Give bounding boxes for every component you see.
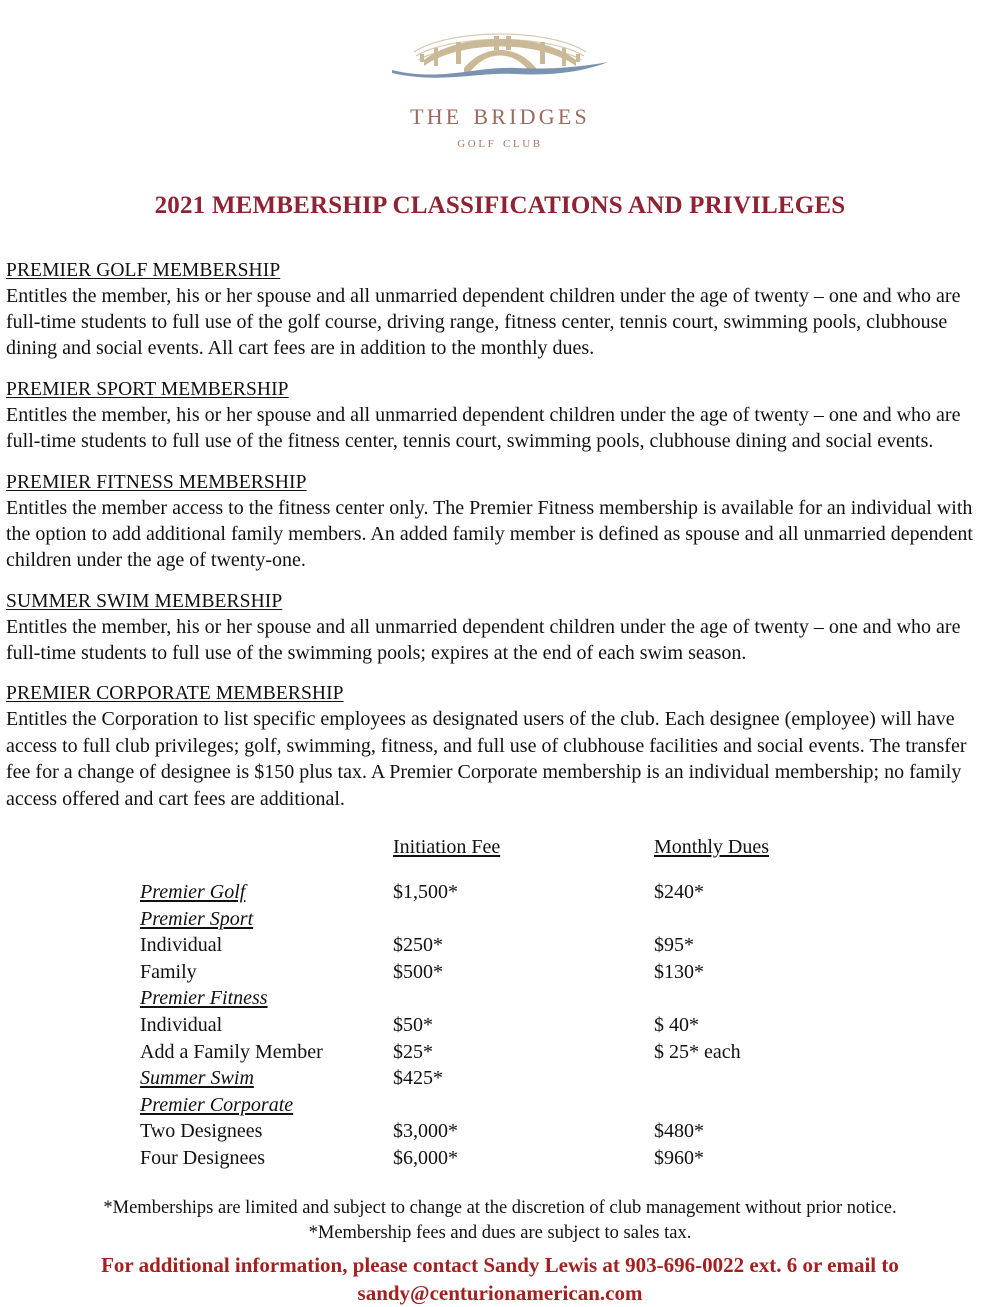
table-row [140, 1012, 860, 1039]
cell-dues: $ 40* [654, 1013, 699, 1036]
cell-initiation: $25* [393, 1040, 433, 1063]
section-premier-sport [6, 379, 980, 455]
cell-label: Premier Sport [140, 907, 254, 930]
cell-dues: $240* [654, 881, 704, 904]
membership-descriptions [0, 260, 1000, 812]
cell-label: Individual [140, 934, 223, 957]
cell-label: Individual [140, 1013, 223, 1036]
cell-initiation [393, 1092, 654, 1119]
footnotes [0, 1196, 1000, 1247]
cell-label: Premier Fitness [140, 987, 268, 1010]
section-heading: PREMIER CORPORATE MEMBERSHIP [6, 683, 344, 705]
cell-dues: $ 25* each [654, 1040, 741, 1063]
table-row [140, 932, 860, 959]
cell-initiation [393, 985, 654, 1012]
footnote-limited-memberships: *Memberships are limited and subject to change at the discretion of club management without prior notice. [103, 1197, 897, 1218]
section-heading: SUMMER SWIM MEMBERSHIP [6, 590, 283, 612]
cell-dues: $95* [654, 934, 694, 957]
section-heading: PREMIER SPORT MEMBERSHIP [6, 378, 289, 400]
section-heading: PREMIER GOLF MEMBERSHIP [6, 259, 281, 281]
cell-initiation: $50* [393, 1013, 433, 1036]
cell-dues [654, 1092, 860, 1119]
table-row [140, 959, 860, 986]
cell-initiation: $250* [393, 934, 443, 957]
cell-initiation: $1,500* [393, 881, 458, 904]
cell-dues [654, 906, 860, 933]
logo-club-name: the bridges [410, 96, 590, 131]
column-header-monthly-dues: Monthly Dues [654, 836, 769, 859]
cell-initiation: $425* [393, 1067, 443, 1090]
footnote-sales-tax: *Membership fees and dues are subject to sales tax. [308, 1223, 692, 1244]
cell-dues: $130* [654, 960, 704, 983]
page-title: 2021 MEMBERSHIP CLASSIFICATIONS AND PRIVILEGES [154, 191, 846, 219]
cell-label: Four Designees [140, 1146, 265, 1169]
cell-dues: $960* [654, 1146, 704, 1169]
cell-label: Summer Swim [140, 1067, 254, 1090]
bridge-over-water-logo-icon [390, 26, 610, 84]
table-row [140, 906, 860, 933]
table-row [140, 985, 860, 1012]
section-premier-corporate [6, 683, 980, 812]
section-body: Entitles the member, his or her spouse and all unmarried dependent children under the age of twenty – one and who are full-time students to full use of the golf course, driving range, fitness center, tennis court, swimming pools, clubhouse dining and social events. All cart fees are in addition to the monthly dues. [6, 284, 961, 360]
column-header-category [140, 834, 393, 879]
fees-table [140, 834, 860, 1172]
table-row [140, 1092, 860, 1119]
section-heading: PREMIER FITNESS MEMBERSHIP [6, 471, 307, 493]
contact-block [0, 1251, 1000, 1307]
section-body: Entitles the member, his or her spouse and all unmarried dependent children under the age of twenty – one and who are full-time students to full use of the fitness center, tennis court, swimming pools, clubhouse dining and social events. [6, 403, 961, 453]
table-row [140, 1039, 860, 1066]
section-premier-fitness [6, 472, 980, 574]
column-header-initiation-fee: Initiation Fee [393, 836, 501, 859]
cell-dues: $480* [654, 1120, 704, 1143]
section-body: Entitles the member, his or her spouse and all unmarried dependent children under the age of twenty – one and who are full-time students to full use of the swimming pools; expires at the end of each swim season. [6, 615, 961, 665]
cell-initiation [393, 906, 654, 933]
cell-label: Family [140, 960, 197, 983]
section-summer-swim [6, 591, 980, 667]
cell-label: Add a Family Member [140, 1040, 323, 1063]
cell-label: Premier Corporate [140, 1093, 294, 1116]
contact-line: For additional information, please contact Sandy Lewis at 903-696-0022 ext. 6 or email to [101, 1252, 899, 1277]
table-header-row [140, 834, 860, 879]
cell-initiation: $6,000* [393, 1146, 458, 1169]
cell-dues [654, 985, 860, 1012]
cell-label: Premier Golf [140, 881, 246, 904]
logo-club-subtitle: golf club [457, 133, 543, 151]
cell-initiation: $3,000* [393, 1120, 458, 1143]
section-body: Entitles the Corporation to list specific employees as designated users of the club. Each designee (employee) will have access to full club privileges; golf, swimming, fitness, and full use of clubhouse facilities and social events. The transfer fee for a change of designee is $150 plus tax. A Premier Corporate membership is an individual membership; no family access offered and cart fees are additional. [6, 708, 967, 810]
table-row [140, 1145, 860, 1172]
section-premier-golf [6, 260, 980, 362]
contact-email[interactable]: sandy@centurionamerican.com [357, 1280, 643, 1305]
section-body: Entitles the member access to the fitness center only. The Premier Fitness membership is available for an individual with the option to add additional family members. An added family member is defined as spouse and all unmarried dependent children under the age of twenty-one. [6, 496, 973, 572]
cell-initiation: $500* [393, 960, 443, 983]
table-row [140, 1065, 860, 1092]
cell-label: Two Designees [140, 1120, 263, 1143]
club-logo [0, 0, 1000, 152]
table-row [140, 1118, 860, 1145]
table-row [140, 879, 860, 906]
cell-dues [654, 1065, 860, 1092]
